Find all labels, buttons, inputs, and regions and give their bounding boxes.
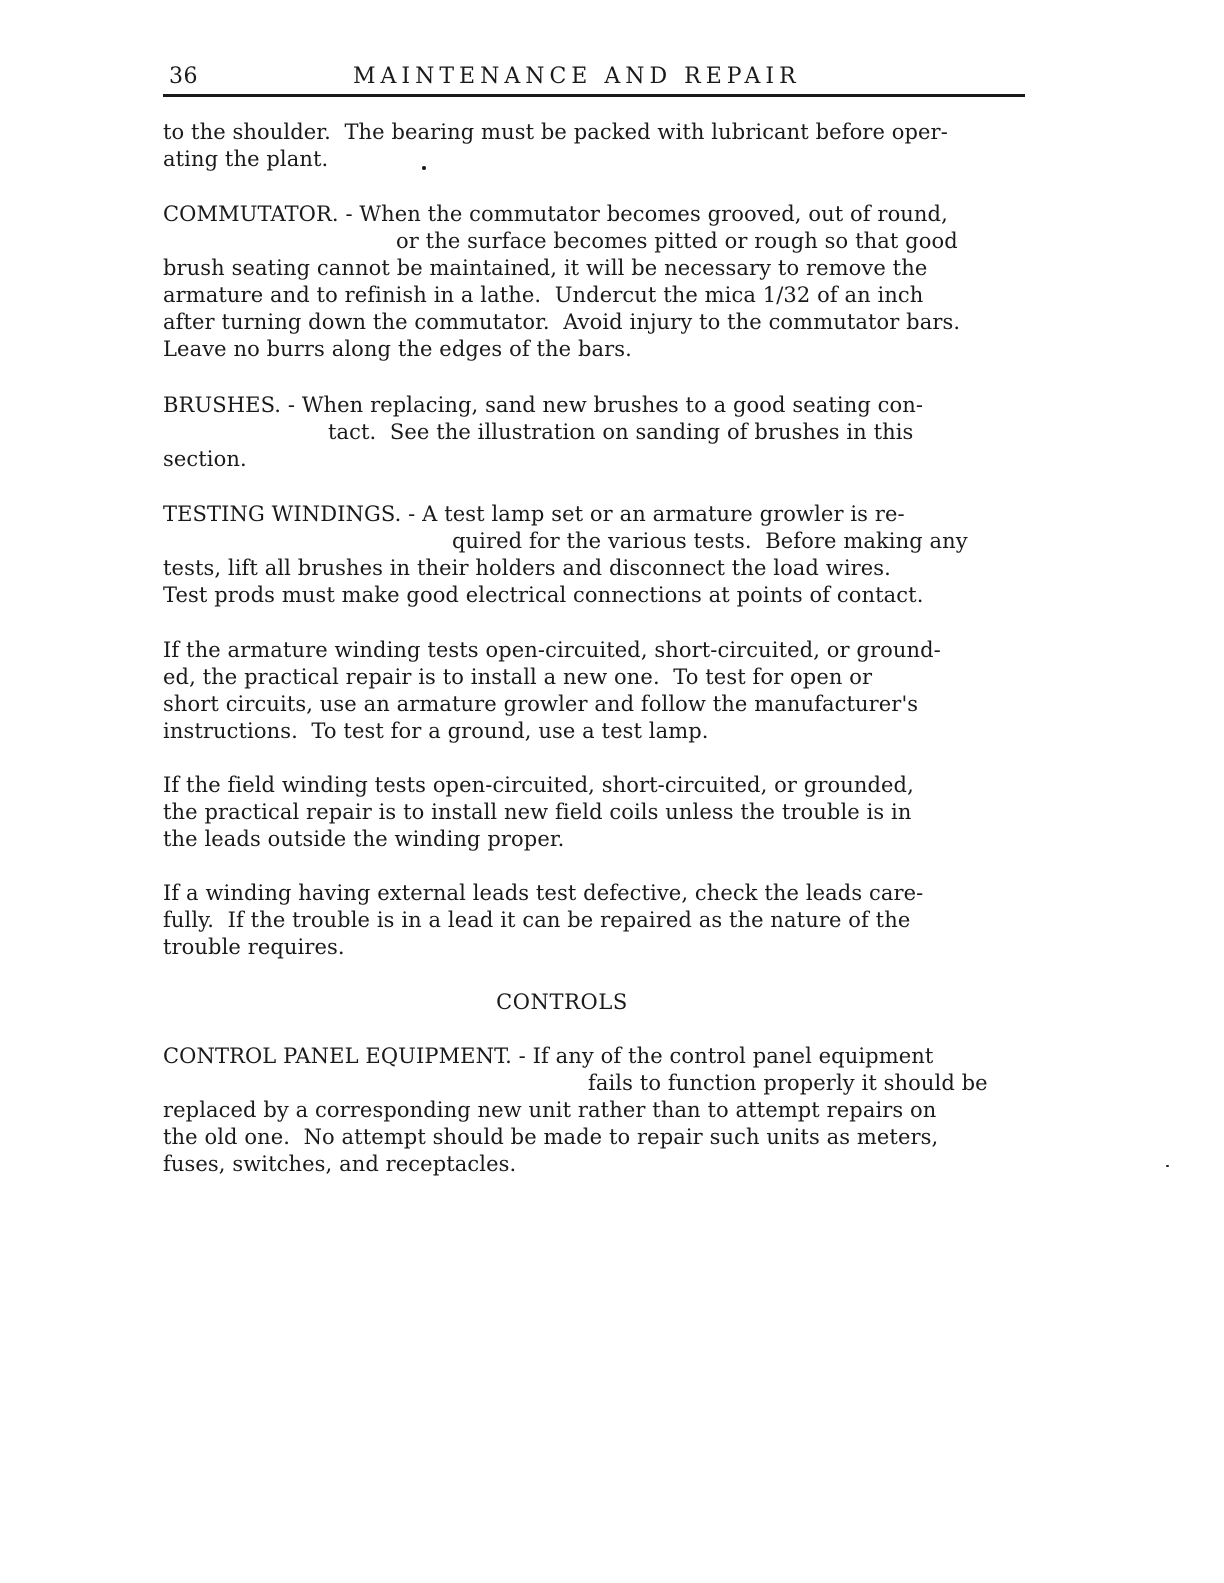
section-heading-controls: CONTROLS bbox=[496, 990, 628, 1014]
external-leads-line-1: If a winding having external leads test defective, check the leads care- bbox=[163, 881, 924, 905]
testing-line-4: Test prods must make good electrical connections at points of contact. bbox=[163, 583, 924, 607]
control-panel-line-3: replaced by a corresponding new unit rather than to attempt repairs on bbox=[163, 1098, 937, 1122]
control-panel-line-5: fuses, switches, and receptacles. bbox=[163, 1152, 517, 1176]
print-speck bbox=[422, 166, 426, 170]
armature-line-1: If the armature winding tests open-circuited, short-circuited, or ground- bbox=[163, 638, 941, 662]
control-panel-line-1: CONTROL PANEL EQUIPMENT. - If any of the control panel equipment bbox=[163, 1044, 934, 1068]
brushes-line-3: section. bbox=[163, 447, 247, 471]
page-header bbox=[163, 62, 1025, 97]
bearing-line-2: ating the plant. bbox=[163, 147, 329, 171]
testing-line-1: TESTING WINDINGS. - A test lamp set or an armature growler is re- bbox=[163, 502, 905, 526]
commutator-line-1: COMMUTATOR. - When the commutator becomes grooved, out of round, bbox=[163, 202, 948, 226]
running-title: MAINTENANCE AND REPAIR bbox=[353, 64, 801, 89]
commutator-line-4: armature and to refinish in a lathe. Undercut the mica 1/32 of an inch bbox=[163, 283, 924, 307]
commutator-line-3: brush seating cannot be maintained, it will be necessary to remove the bbox=[163, 256, 928, 280]
field-line-2: the practical repair is to install new field coils unless the trouble is in bbox=[163, 800, 912, 824]
armature-line-2: ed, the practical repair is to install a new one. To test for open or bbox=[163, 665, 873, 689]
field-line-3: the leads outside the winding proper. bbox=[163, 827, 565, 851]
external-leads-line-3: trouble requires. bbox=[163, 935, 345, 959]
print-speck bbox=[1166, 1165, 1169, 1167]
external-leads-line-2: fully. If the trouble is in a lead it can be repaired as the nature of the bbox=[163, 908, 911, 932]
testing-line-2: quired for the various tests. Before making any bbox=[452, 529, 968, 553]
bearing-line-1: to the shoulder. The bearing must be packed with lubricant before oper- bbox=[163, 120, 948, 144]
brushes-line-1: BRUSHES. - When replacing, sand new brushes to a good seating con- bbox=[163, 393, 924, 417]
commutator-line-6: Leave no burrs along the edges of the bars. bbox=[163, 337, 632, 361]
armature-line-4: instructions. To test for a ground, use a test lamp. bbox=[163, 719, 709, 743]
commutator-line-2: or the surface becomes pitted or rough so that good bbox=[396, 229, 958, 253]
commutator-line-5: after turning down the commutator. Avoid injury to the commutator bars. bbox=[163, 310, 961, 334]
page-number: 36 bbox=[169, 64, 198, 89]
control-panel-line-2: fails to function properly it should be bbox=[588, 1071, 988, 1095]
testing-line-3: tests, lift all brushes in their holders and disconnect the load wires. bbox=[163, 556, 891, 580]
field-line-1: If the field winding tests open-circuited, short-circuited, or grounded, bbox=[163, 773, 914, 797]
brushes-line-2: tact. See the illustration on sanding of brushes in this bbox=[328, 420, 914, 444]
armature-line-3: short circuits, use an armature growler and follow the manufacturer's bbox=[163, 692, 919, 716]
control-panel-line-4: the old one. No attempt should be made to repair such units as meters, bbox=[163, 1125, 939, 1149]
